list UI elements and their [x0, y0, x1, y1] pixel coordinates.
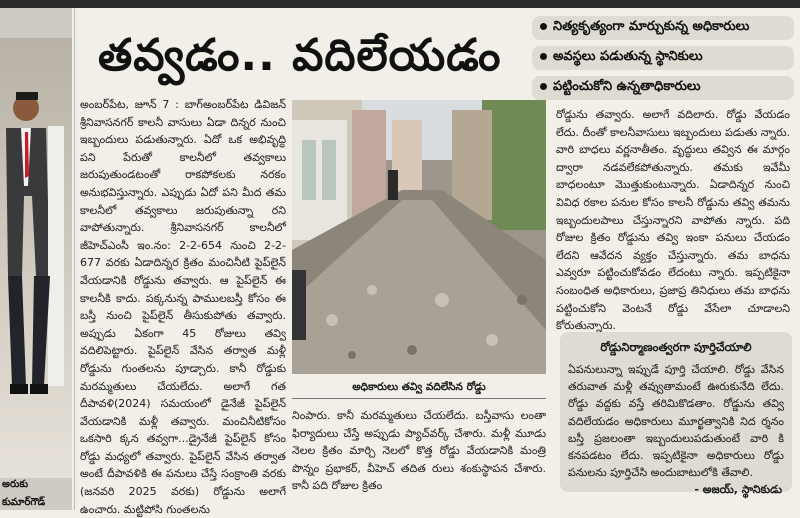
top-border-bar — [0, 0, 800, 8]
bullet-text: పట్టించుకోని ఉన్నతాధికారులు — [553, 79, 701, 94]
article-column-1 — [80, 96, 286, 516]
bullet-dot-icon — [540, 23, 547, 30]
quote-box-body: ఏపనులున్నా ఇప్పుడే పూర్తి చేయాలి. రోడ్డు వేసిన తరువాత మళ్లీ తవ్వుతామంటే ఊరుకునేది లేదు. రోడ్డు వద్దకు వస్తే తరిమికొడతాం. రోడ్డును తవ్వి వదిలేయడం అధికారులు మూర్ఖత్వానికి నిద ర్శనం బస్తీ ప్రజలంతా ఇబ్బందులుపడుతుంటే వారి కి కనపడటం లేదు. ఇప్పటికైనా అధికారులు రోడ్డు పనులను పూర్తిచేసి అందుబాటులోకి తేవాలి. — [568, 363, 784, 480]
highlight-bullets — [532, 16, 794, 106]
person-in-suit-image — [4, 86, 64, 406]
bullet-dot-icon — [540, 83, 547, 90]
local-resident-quote-box — [560, 332, 792, 497]
road-scene-image — [292, 100, 546, 374]
bullet-dot-icon — [540, 53, 547, 60]
column-divider — [74, 8, 75, 510]
bullet-item — [532, 76, 794, 100]
adjacent-caption-line-2: కుమార్‌గౌడ్ — [2, 497, 46, 508]
article-column-3 — [556, 106, 790, 335]
bullet-item — [532, 46, 794, 70]
bullet-text: నిత్యకృత్యంగా మార్చుకున్న అధికారులు — [553, 19, 750, 34]
article-text: నింపారు. కానీ మరమ్మతులు చేయలేదు. బస్తీవాసు లంతా ఫిర్యాదులు చేస్తే అప్పుడు ప్యాచ్‌వర్క్ చేశారు. మళ్లీ మూడు నెలల క్రితం మార్చి నెలలో కొత్త రోడ్డు వేయడానికి మంత్రి పొన్నం ప్రభాకర్, వీహెచ్ తదిత రులు శంకుస్థాపన చేశారు. కానీ పది రోజుల క్రితం — [292, 409, 546, 493]
dug-road-photo — [292, 100, 546, 374]
article-text: రోడ్డును తవ్వారు. అలాగే వదిలారు. రోడ్డు వేయడం లేదు. దీంతో కాలనీవాసులు ఇబ్బందులు పడుతు న్నారు. వారి బాధలు వర్ణనాతీతం. వృద్ధులు తవ్విన ఈ మార్గం ద్వారా నడవలేకపోతున్నారు. తమకు ఇవేమీ బాధలంటూ మొత్తుకుంటున్నారు. ఏడాదిన్నర నుంచి వివిధ రకాల పనుల కోసం కాలనీ రోడ్డును తవ్వి తమను ఇబ్బందులపాలు చేస్తున్నారని వాపోతు న్నారు. పది రోజుల క్రితం రోడ్డును తవ్వి ఇంకా పనులు చేయడం లేదని ఆవేదన వ్యక్తం చేస్తున్నారు. తమ బాధను ఎవ్వరూ పట్టించుకోవడం లేదంటు న్నారు. ఇప్పటికైనా సంబంధిత అధికారులు, ప్రజాప్ర తినిధులు తమ బాధను పట్టించుకోని వెంటనే రోడ్డు వేసేలా చూడాలని కోరుతున్నారు. — [556, 108, 790, 333]
photo-caption: అధికారులు తవ్వి వదిలేసిన రోడ్డు — [292, 376, 546, 399]
headline: తవ్వడం.. వదిలేయడం — [98, 30, 502, 81]
article-text: అంబర్‌పేట, జూన్ 7 : బాగ్‌అంబర్‌పేట డివిజన్ శ్రీనివాసనగర్ కాలనీ వాసులు ఏడా దిన్నర నుంచి ఇబ్బందులు పడుతున్నారు. ఏదో ఒక అభివృద్ధి పని పేరుతో కాలనీలో తవ్వకాలు జరుపుతుండటంతో రాకపోకలకు నరకం అనుభవిస్తున్నారు. ఎప్పుడు ఏదో పని మీద తమ కాలనీలో తవ్వకాలు జరుపుతున్నా రని వాపోతున్నారు. శ్రీనివాసనగర్ కాలనీలో జీహెచ్ఎంసీ ఇం.నం: 2-2-654 నుంచి 2-2-677 వరకు ఏడాదిన్నర క్రితం మంచినీటి పైప్‌లైన్ వేయడానికి రోడ్డును తవ్వారు. ఆ పైప్‌లైన్ ఈ కాలనీకి కాదు. పక్కనున్న పాములబస్తీ కోసం ఈ బస్తీ నుంచి పైప్‌లైన్ తీసుకుపోతు తవ్వారు. అప్పుడు ఏకంగా 45 రోజులు తవ్వి వదిలిపెట్టారు. పైప్‌లైన్ వేసిన తర్వాత మళ్లీ రోడ్డును గుంతలను పూడ్చారు. కానీ రోడ్డుకు మరమ్మతులు చేయలేదు. అలాగే గత దీపావళి(2024) సమయంలో డైనేజీ పైప్‌లైన్ వేయడానికి మళ్లీ తవ్వారు. మంచినీటికోసం ఒకసారి క్కన తవ్వగా...డ్రైనేజీ పైప్‌లైన్ కోసం రోడ్డు మధ్యలో తవ్వారు. పైప్‌లైన్ వేసిన తర్వాత అంటే దీపావళికి ఈ పనులు చేస్తే సంక్రాంతి వరకు (జనవరి 2025 వరకు) రోడ్డును అలాగే ఉంచారు. మట్టిపోసి గుంతలను — [80, 98, 286, 516]
bullet-item — [532, 16, 794, 40]
quote-box-signature: - అజయ్, స్థానికుడు — [694, 483, 782, 497]
bullet-text: అవస్థలు పడుతున్న స్థానికులు — [553, 49, 703, 64]
article-column-2 — [292, 407, 546, 495]
adjacent-caption-line-1: అరుకు — [2, 479, 29, 490]
adjacent-article-photo — [0, 8, 72, 510]
quote-box-title: రోడ్డునిర్మాణంత్వరగా పూర్తిచేయాలి — [600, 340, 752, 354]
